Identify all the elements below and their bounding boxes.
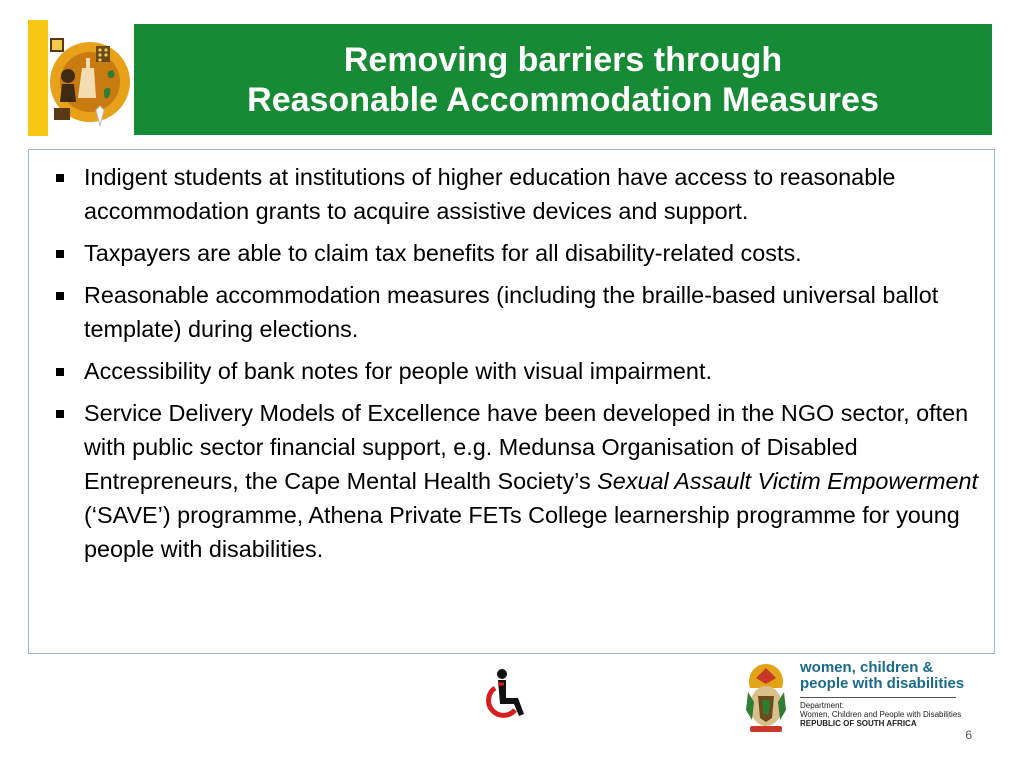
bullet-item	[43, 236, 980, 270]
bullet-item	[43, 396, 980, 566]
bullet-list	[43, 160, 980, 566]
title-line-1: Removing barriers through	[343, 40, 783, 79]
bullet-text-italic: Sexual Assault Victim Empowerment	[597, 468, 979, 494]
bullet-square-icon	[56, 250, 64, 258]
disability-collage-logo	[28, 20, 132, 136]
department-label: Department:	[800, 701, 845, 710]
bullet-text: Taxpayers are able to claim tax benefits for all disability-related costs.	[84, 240, 802, 266]
bullet-text: Reasonable accommodation measures (including the braille-based universal ballot template) during elections.	[84, 282, 939, 342]
bullet-square-icon	[56, 410, 64, 418]
department-full-name: Women, Children and People with Disabilities	[800, 710, 962, 719]
bullet-text	[84, 400, 978, 562]
title-line-2: Reasonable Accommodation Measures	[247, 80, 879, 119]
bullet-text: Accessibility of bank notes for people with visual impairment.	[84, 358, 712, 384]
department-name-line-1: women, children &	[800, 659, 934, 676]
bullet-item	[43, 278, 980, 346]
bullet-text-after: (‘SAVE’) programme, Athena Private FETs College learnership programme for young people with disabilities.	[84, 502, 960, 562]
bullet-text-before: Service Delivery Models of Excellence have been developed in the NGO sector, often with public sector financial support, e.g. Medunsa Organisation of Disabled Entrepreneurs, the Cape Mental Health Society’s	[84, 400, 969, 494]
coat-of-arms	[742, 662, 790, 736]
title-bar	[134, 24, 992, 135]
disability-collage-art	[34, 28, 130, 132]
slide-title	[247, 40, 879, 120]
department-divider	[800, 697, 956, 698]
bullet-square-icon	[56, 292, 64, 300]
page-number: 6	[965, 728, 972, 742]
department-country: REPUBLIC OF SOUTH AFRICA	[800, 719, 917, 728]
content-box	[28, 149, 995, 654]
department-logo	[742, 659, 965, 738]
wheelchair-icon	[478, 668, 534, 726]
bullet-text: Indigent students at institutions of higher education have access to reasonable accommodation grants to acquire assistive devices and support.	[84, 164, 896, 224]
bullet-square-icon	[56, 174, 64, 182]
bullet-square-icon	[56, 368, 64, 376]
bullet-item	[43, 160, 980, 228]
bullet-item	[43, 354, 980, 388]
department-name-line-2: people with disabilities	[800, 675, 965, 692]
